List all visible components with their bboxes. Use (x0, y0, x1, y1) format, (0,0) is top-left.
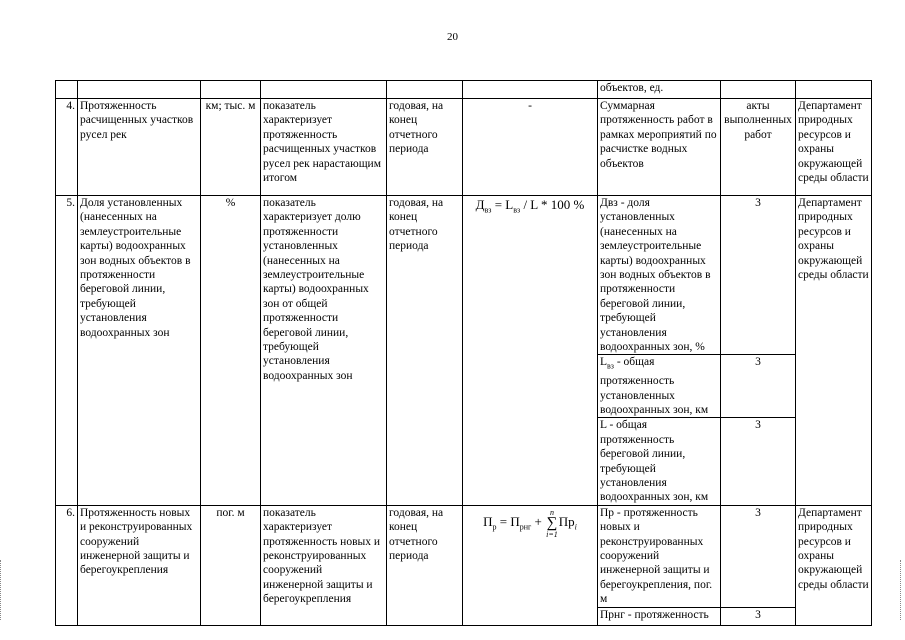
cell-definition: показатель характеризует долю протяженности установленных (нанесенных на землеустроительные карты) водоохранных зон от общей протяженности береговой линии, требующей установления водоохранных зон (261, 196, 387, 506)
cell-basic: Двз - доля установленных (нанесенных на землеустроительные карты) водоохранных зон водных объектов в протяженности береговой линии, требующей установления водоохранных зон, % (598, 196, 721, 355)
cell-formula (463, 505, 598, 625)
cell-definition: показатель характеризует протяженность расчищенных участков русел рек нарастающим итогом (261, 99, 387, 196)
cell-name: Протяженность расчищенных участков русел рек (78, 99, 201, 196)
cell-basic: $L_{вз}$ - общая протяженность установленных водоохранных зон, км (598, 355, 721, 418)
page-edge-right (900, 560, 904, 620)
cell-name: Доля установленных (нанесенных на землеустроительные карты) водоохранных зон водных объектов в протяженности береговой линии, требующей установления водоохранных зон (78, 196, 201, 506)
cell-method: 3 (721, 607, 796, 625)
cell-periodicity: годовая, на конец отчетного периода (387, 99, 463, 196)
cell-unit: км; тыс. м (201, 99, 261, 196)
cell-formula: - (463, 99, 598, 196)
table-row-4 (56, 99, 872, 196)
formula-share: $Д_{вз} = L_{вз} / L * 100$ % (475, 197, 585, 215)
cell-basic: L - общая протяженность береговой линии, требующей установления водоохранных зон, км (598, 418, 721, 505)
cell-method: 3 (721, 505, 796, 607)
cell-method: акты выполненных работ (721, 99, 796, 196)
cell-formula (463, 196, 598, 506)
cell-basic-continued: объектов, ед. (598, 81, 721, 99)
cell-unit: пог. м (201, 505, 261, 625)
cell-responsible: Департамент природных ресурсов и охраны окружающей среды области (796, 505, 872, 625)
sum-symbol: n ∑ i=1 (546, 507, 558, 539)
formula-length: $П_р = П_{рнг}$ + n ∑ i=1 $Пр_i$ (483, 507, 577, 539)
cell-basic: Пр - протяженность новых и реконструированных сооружений инженерной защиты и берегоукрепления, пог. м (598, 505, 721, 607)
page-edge-left (0, 560, 4, 620)
cell-periodicity: годовая, на конец отчетного периода (387, 196, 463, 506)
cell-responsible: Департамент природных ресурсов и охраны окружающей среды области (796, 99, 872, 196)
page-number: 20 (447, 31, 458, 43)
table-row-6 (56, 505, 872, 607)
table-row-continued (56, 81, 872, 99)
cell-name: Протяженность новых и реконструированных сооружений инженерной защиты и берегоукрепления (78, 505, 201, 625)
cell-method: 3 (721, 196, 796, 355)
cell-basic: Суммарная протяженность работ в рамках мероприятий по расчистке водных объектов (598, 99, 721, 196)
cell-num: 5. (56, 196, 78, 506)
cell-definition: показатель характеризует протяженность новых и реконструированных сооружений инженерной защиты и берегоукрепления (261, 505, 387, 625)
cell-method: 3 (721, 418, 796, 505)
cell-unit: % (201, 196, 261, 506)
cell-num: 6. (56, 505, 78, 625)
cell-responsible: Департамент природных ресурсов и охраны окружающей среды области (796, 196, 872, 506)
table-row-5 (56, 196, 872, 355)
cell-num: 4. (56, 99, 78, 196)
cell-periodicity: годовая, на конец отчетного периода (387, 505, 463, 625)
indicators-table (55, 80, 872, 626)
cell-basic: Пpнг - протяженность (598, 607, 721, 625)
cell-method: 3 (721, 355, 796, 418)
